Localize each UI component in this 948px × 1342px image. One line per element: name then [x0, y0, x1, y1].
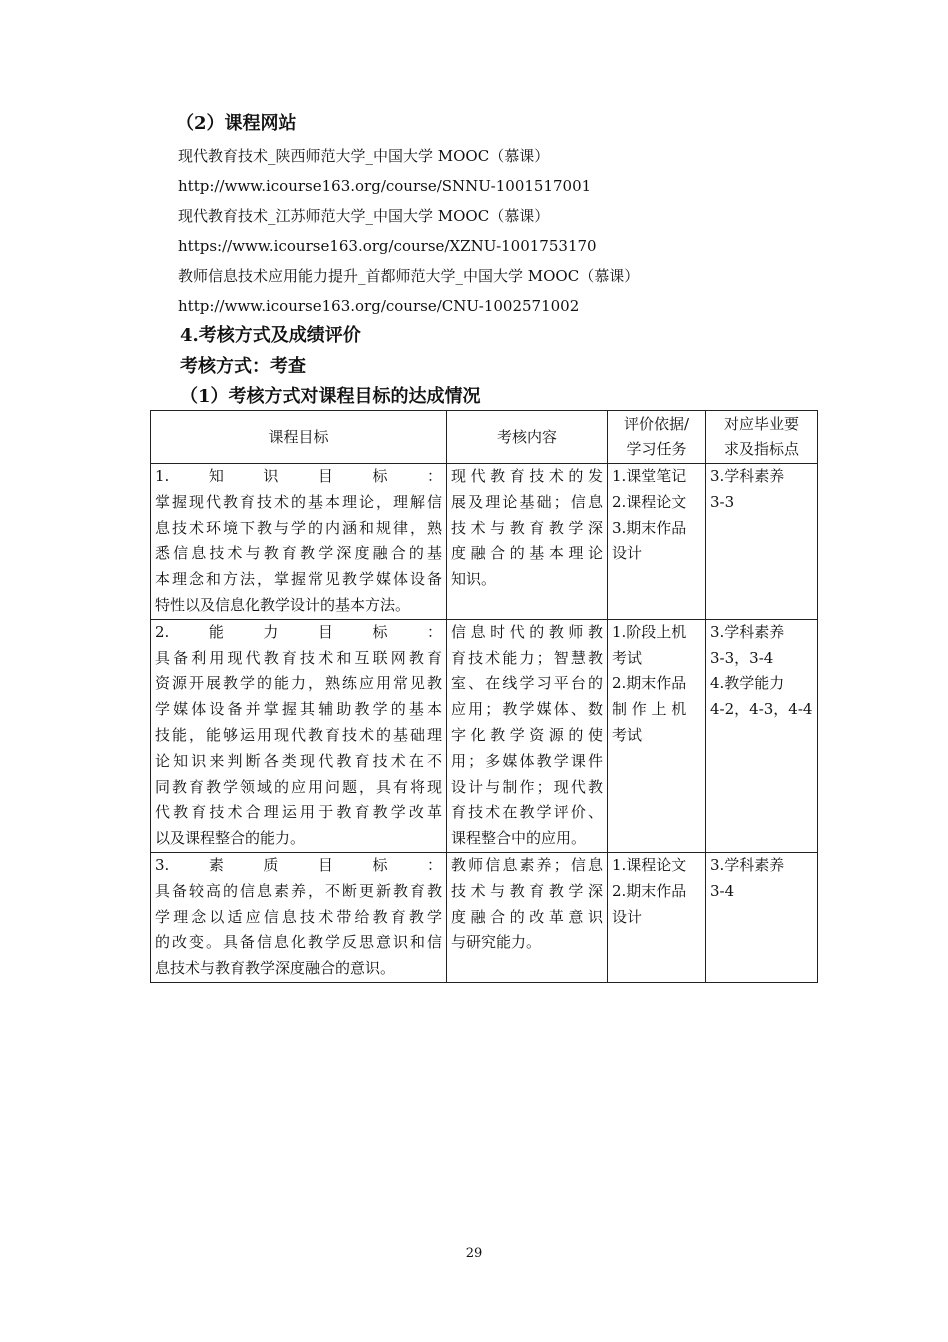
content-cell-line: 知识。: [451, 570, 497, 589]
requirement-cell-line: 3.学科素养: [710, 467, 785, 485]
objective-cell-line: 息技术与教育教学深度融合的意识。: [155, 959, 396, 978]
content-cell-line: 设计与制作；现代教: [451, 777, 603, 796]
objective-cell-line: 1.知识目标：: [155, 467, 442, 485]
header-objective: 课程目标: [151, 411, 447, 464]
basis-cell: [608, 852, 706, 982]
objective-cell-line: 特性以及信息化教学设计的基本方法。: [155, 595, 411, 614]
objective-cell-line: 掌握现代教育技术的基本理论，理解信: [155, 492, 442, 511]
basis-cell-line: 1.课堂笔记: [612, 467, 687, 485]
requirement-cell: [706, 852, 818, 982]
website-link-2[interactable]: https://www.icourse163.org/course/XZNU-1001753170: [178, 237, 597, 255]
objective-cell-line: 息技术环境下教与学的内涵和规律，熟: [155, 518, 442, 537]
content-cell-line: 技术与教育教学深: [451, 881, 603, 900]
header-content: 考核内容: [447, 411, 608, 464]
objective-cell-line: 论知识来判断各类现代教育技术在不: [155, 751, 442, 770]
objective-cell-line: 技能，能够运用现代教育技术的基础理: [155, 725, 442, 744]
header-basis-line: 学习任务: [626, 440, 687, 458]
basis-cell-line: 1.阶段上机: [612, 622, 687, 641]
objective-cell-line: 学理念以适应信息技术带给教育教学: [155, 907, 442, 926]
content-cell-line: 现代教育技术的发: [451, 467, 603, 485]
assessment-table: [150, 410, 818, 983]
header-requirement-line: 求及指标点: [723, 440, 799, 458]
basis-cell-line: 制 作 上 机: [612, 700, 687, 719]
objective-cell: [151, 852, 447, 982]
basis-cell: [608, 619, 706, 852]
objective-cell-line: 悉信息技术与教育教学深度融合的基: [155, 544, 442, 563]
website-line-1: 现代教育技术_陕西师范大学_中国大学 MOOC（慕课）: [178, 147, 550, 165]
content-cell-line: 课程整合中的应用。: [451, 829, 587, 848]
basis-cell-line: 3.期末作品: [612, 518, 687, 537]
content-cell-line: 室、在线学习平台的: [451, 674, 603, 693]
requirement-cell: [706, 619, 818, 852]
requirement-cell-line: 4.教学能力: [710, 674, 785, 693]
requirement-cell-line: 3.学科素养: [710, 855, 785, 874]
objective-cell-line: 2.能力目标：: [155, 622, 442, 641]
requirement-cell-line: 3-3，3-4: [710, 648, 774, 667]
objective-cell: [151, 619, 447, 852]
objective-cell-line: 本理念和方法，掌握常见教学媒体设备: [155, 570, 442, 589]
basis-cell: [608, 464, 706, 620]
requirement-cell-line: 3-3: [710, 492, 735, 511]
content-cell-line: 技术与教育教学深: [451, 518, 603, 537]
objective-cell-line: 具备利用现代教育技术和互联网教育: [155, 648, 442, 667]
header-requirement-line: 对应毕业要: [723, 415, 799, 433]
page-number: 29: [465, 1246, 483, 1261]
requirement-cell-line: 3.学科素养: [710, 622, 785, 641]
table-row: [151, 619, 818, 852]
objective-cell-line: 资源开展教学的能力，熟练应用常见教: [155, 674, 442, 693]
objective-cell-line: 学媒体设备并掌握其辅助教学的基本: [155, 700, 442, 719]
objective-cell-line: 以及课程整合的能力。: [155, 829, 306, 848]
table-header-row: [151, 411, 818, 464]
basis-cell-line: 设计: [612, 544, 643, 563]
objective-cell-line: 3.素质目标：: [155, 855, 442, 874]
objective-cell-line: 具备较高的信息素养，不断更新教育教: [155, 881, 442, 900]
basis-cell-line: 2.期末作品: [612, 674, 687, 693]
content-cell: [447, 852, 608, 982]
header-basis-line: 评价依据/: [623, 415, 690, 433]
content-cell: [447, 464, 608, 620]
basis-cell-line: 设计: [612, 907, 643, 926]
assessment-method: 考核方式：考查: [180, 356, 306, 377]
header-requirement: [706, 411, 818, 464]
section-website-title: （2）课程网站: [176, 113, 297, 134]
content-cell-line: 用；多媒体教学课件: [451, 751, 603, 770]
header-basis: [608, 411, 706, 464]
content-cell-line: 信息时代的教师教: [451, 622, 603, 641]
content-cell-line: 教师信息素养；信息: [451, 855, 603, 874]
assessment-subtitle: （1）考核方式对课程目标的达成情况: [180, 386, 481, 407]
website-line-3: 教师信息技术应用能力提升_首都师范大学_中国大学 MOOC（慕课）: [178, 267, 640, 285]
objective-cell-line: 的改变。具备信息化教学反思意识和信: [155, 933, 442, 952]
requirement-cell: [706, 464, 818, 620]
content-cell-line: 展及理论基础；信息: [451, 492, 603, 511]
content-cell-line: 育技术能力；智慧教: [451, 648, 603, 667]
content-cell-line: 应用；教学媒体、数: [451, 700, 603, 719]
assessment-title: 4.考核方式及成绩评价: [180, 325, 361, 346]
content-cell-line: 育技术在教学评价、: [451, 803, 603, 822]
website-link-1[interactable]: http://www.icourse163.org/course/SNNU-1001517001: [178, 177, 592, 195]
content-cell-line: 与研究能力。: [451, 933, 542, 952]
basis-cell-line: 考试: [612, 725, 643, 744]
content-cell: [447, 619, 608, 852]
content-cell-line: 字化教学资源的使: [451, 725, 603, 744]
basis-cell-line: 考试: [612, 648, 643, 667]
table-row: [151, 464, 818, 620]
requirement-cell-line: 4-2，4-3，4-4: [710, 700, 813, 719]
content-cell-line: 度融合的改革意识: [451, 907, 603, 926]
basis-cell-line: 1.课程论文: [612, 855, 687, 874]
objective-cell-line: 同教育教学领域的应用问题，具有将现: [155, 777, 442, 796]
website-link-3[interactable]: http://www.icourse163.org/course/CNU-1002571002: [178, 297, 580, 315]
website-line-2: 现代教育技术_江苏师范大学_中国大学 MOOC（慕课）: [178, 207, 550, 225]
objective-cell: [151, 464, 447, 620]
content-cell-line: 度融合的基本理论: [451, 544, 603, 563]
table-row: [151, 852, 818, 982]
basis-cell-line: 2.期末作品: [612, 881, 687, 900]
objective-cell-line: 代教育技术合理运用于教育教学改革: [155, 803, 442, 822]
requirement-cell-line: 3-4: [710, 881, 735, 900]
basis-cell-line: 2.课程论文: [612, 492, 687, 511]
